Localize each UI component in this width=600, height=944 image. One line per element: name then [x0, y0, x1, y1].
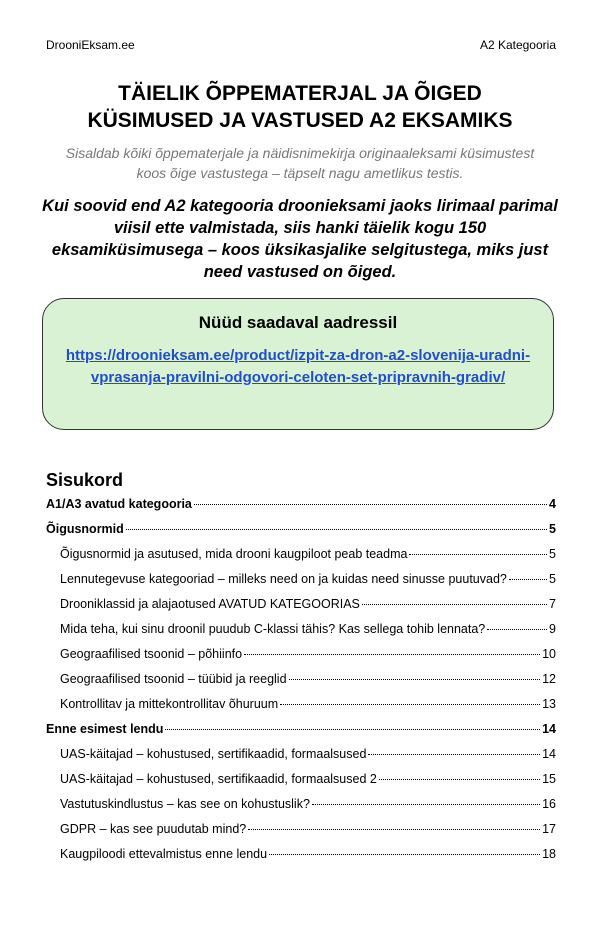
toc-entry[interactable]	[46, 697, 556, 722]
toc-entry[interactable]	[46, 647, 556, 672]
toc-entry-page: 4	[549, 497, 556, 511]
toc-dot-leader	[379, 779, 540, 780]
title-line: TÄIELIK ÕPPEMATERJAL JA ÕIGED	[118, 82, 482, 105]
toc-entry-page: 13	[542, 697, 556, 711]
subtitle: Sisaldab kõiki õppematerjale ja näidisnimekirja originaaleksami küsimustest koos õige vastustega – täpselt nagu ametlikus testis.	[65, 145, 535, 181]
toc-dot-leader	[194, 504, 547, 505]
toc-entry-page: 12	[542, 672, 556, 686]
toc-entry[interactable]	[46, 847, 556, 872]
toc-entry-label: UAS-käitajad – kohustused, sertifikaadid, formaalsused	[60, 747, 367, 761]
toc-entry[interactable]	[46, 747, 556, 772]
toc-dot-leader	[312, 804, 540, 805]
toc-entry[interactable]	[46, 772, 556, 797]
promo-text: Kui soovid end A2 kategooria droonieksami jaoks lirimaal parimal viisil ette valmistada, siis hanki täielik kogu 150 eksamiküsimusega – koos üksikasjalike selgitustega, miks just need vastused on õiged.	[42, 197, 558, 281]
toc-entry-label: Õigusnormid	[46, 522, 124, 536]
toc-entry-page: 9	[549, 622, 556, 636]
toc-dot-leader	[165, 729, 540, 730]
toc-entry-page: 5	[549, 547, 556, 561]
toc-entry[interactable]	[46, 672, 556, 697]
toc-entry-page: 15	[542, 772, 556, 786]
toc-title: Sisukord	[46, 470, 124, 490]
toc-entry-page: 7	[549, 597, 556, 611]
toc-entry-page: 18	[542, 847, 556, 861]
toc-entry-page: 17	[542, 822, 556, 836]
toc-dot-leader	[409, 554, 547, 555]
toc-dot-leader	[509, 579, 547, 580]
toc-dot-leader	[244, 654, 540, 655]
toc-dot-leader	[289, 679, 541, 680]
product-link[interactable]: https://droonieksam.ee/product/izpit-za-dron-a2-slovenija-uradni-vprasanja-pravilni-odgovori-celoten-set-pripravnih-gradiv/	[65, 347, 531, 386]
toc-dot-leader	[362, 604, 547, 605]
toc-entry-page: 14	[542, 722, 556, 736]
toc-entry-label: Mida teha, kui sinu droonil puudub C-klassi tähis? Kas sellega tohib lennata?	[60, 622, 486, 636]
toc-entry[interactable]	[46, 797, 556, 822]
toc-entry-label: Geograafilised tsoonid – tüübid ja reeglid	[60, 672, 287, 686]
toc-entry-label: Õigusnormid ja asutused, mida drooni kaugpiloot peab teadma	[60, 547, 408, 561]
toc-entry[interactable]	[46, 522, 556, 547]
toc-entry-label: UAS-käitajad – kohustused, sertifikaadid, formaalsused 2	[60, 772, 377, 786]
toc-dot-leader	[487, 629, 547, 630]
toc-entry-label: Kontrollitav ja mittekontrollitav õhuruum	[60, 697, 279, 711]
toc-entry-page: 5	[549, 572, 556, 586]
toc-dot-leader	[368, 754, 540, 755]
toc-entry-label: Vastutuskindlustus – kas see on kohustuslik?	[60, 797, 310, 811]
toc-entry[interactable]	[46, 622, 556, 647]
toc-entry[interactable]	[46, 722, 556, 747]
toc-entry[interactable]	[46, 547, 556, 572]
toc-entry-page: 14	[542, 747, 556, 761]
header-site-name: DrooniEksam.ee	[46, 38, 135, 52]
toc-entry[interactable]	[46, 822, 556, 847]
page-title	[40, 80, 560, 134]
toc-entry-label: GDPR – kas see puudutab mind?	[60, 822, 247, 836]
toc-entry-label: A1/A3 avatud kategooria	[46, 497, 192, 511]
table-of-contents	[46, 497, 556, 872]
availability-box	[42, 298, 554, 430]
toc-entry-page: 10	[542, 647, 556, 661]
toc-entry-label: Lennutegevuse kategooriad – milleks need on ja kuidas need sinusse puutuvad?	[60, 572, 507, 586]
toc-dot-leader	[248, 829, 540, 830]
toc-entry-page: 16	[542, 797, 556, 811]
header-category: A2 Kategooria	[479, 38, 556, 52]
toc-entry-page: 5	[549, 522, 556, 536]
toc-entry[interactable]	[46, 497, 556, 522]
toc-dot-leader	[269, 854, 540, 855]
toc-entry[interactable]	[46, 597, 556, 622]
toc-entry-label: Enne esimest lendu	[46, 722, 164, 736]
toc-dot-leader	[280, 704, 540, 705]
title-line: KÜSIMUSED JA VASTUSED A2 EKSAMIKS	[87, 109, 513, 132]
toc-entry-label: Geograafilised tsoonid – põhiinfo	[60, 647, 243, 661]
toc-entry-label: Kaugpiloodi ettevalmistus enne lendu	[60, 847, 268, 861]
toc-entry-label: Drooniklassid ja alajaotused AVATUD KATEGOORIAS	[60, 597, 360, 611]
toc-entry[interactable]	[46, 572, 556, 597]
toc-dot-leader	[126, 529, 547, 530]
availability-heading: Nüüd saadaval aadressil	[198, 313, 398, 332]
